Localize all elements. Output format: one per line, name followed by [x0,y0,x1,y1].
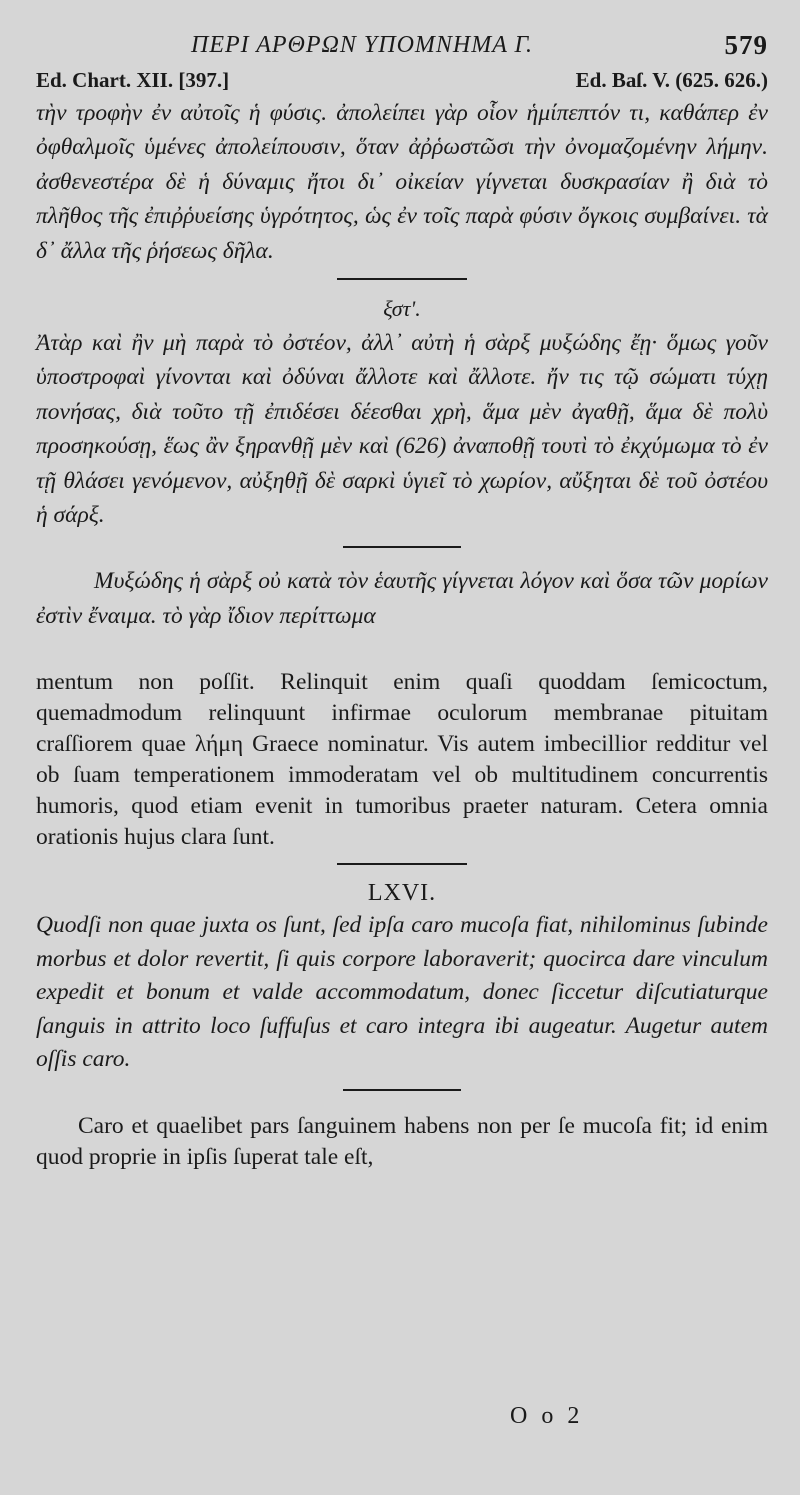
section-divider [343,1089,461,1091]
greek-section-number: ξστ'. [383,296,421,322]
edition-reference-left: Ed. Chart. XII. [397.] [36,68,230,92]
greek-paragraph-2: Ἀτὰρ καὶ ἢν μὴ παρὰ τὸ ὀστέον, ἀλλ᾽ αὐτὴ ἡ σὰρξ μυξώδης ἔῃ· ὅμως γοῦν ὑποστροφαὶ γίνονται καὶ ὀδύναι ἄλλοτε καὶ ἄλλοτε. ἤν τις τῷ σώματι τύχῃ πονήσας, διὰ τοῦτο τῇ ἐπιδέσει δέεσθαι χρὴ, ἅμα μὲν ἀγαθῇ, ἅμα δὲ πολὺ προσηκούσῃ, ἕως ἂν ξηρανθῇ μὲν καὶ (626) ἀναποθῇ τουτὶ τὸ ἐκχύμωμα τὸ ἐν τῇ θλάσει γενόμενον, αὐξηθῇ δὲ σαρκὶ ὑγιεῖ τὸ χωρίον, αὔξηται δὲ τοῦ ὀστέου ἡ σάρξ. [36,330,768,529]
greek-paragraph-1: τὴν τροφὴν ἐν αὐτοῖς ἡ φύσις. ἀπολείπει γὰρ οἷον ἡμίπεπτόν τι, καθάπερ ἐν ὀφθαλμοῖς ὑμένες ἀπολείπουσιν, ὅταν ἀῤῥωστῶσι τὴν ὀνομαζομένην λήμην. ἀσθενεστέρα δὲ ἡ δύναμις ἤτοι δι᾽ οἰκείαν γίγνεται δυσκρασίαν ἢ διὰ τὸ πλῆθος τῆς ἐπιῤῥυείσης ὑγρότητος, ὡς ἐν τοῖς παρὰ φύσιν ὄγκοις συμβαίνει. τὰ δ᾽ ἄλλα τῆς ῥήσεως δῆλα. [36,100,768,264]
latin-italic-paragraph: Quodſi non quae juxta os ſunt, ſed ipſa caro mucoſa fiat, nihilominus ſubinde morbus et dolor revertit, ſi quis corpore laboraverit; quocirca dare vinculum expedit et bonum et valde accommodatum, donec ſiccetur diſcutiaturque ſanguis in attrito loco ſuffuſus et caro integra ibi augeatur. Augetur autem oſſis caro. [36,912,768,1073]
edition-reference-right: Ed. Baſ. V. (625. 626.) [575,68,768,92]
running-title: ΠΕΡΙ ΑΡΘΡΩΝ ΥΠΟΜΝΗΜΑ Γ. [191,32,534,58]
edition-reference-line [36,68,768,96]
running-head [36,28,768,68]
latin-paragraph-2: Caro et quaelibet pars ſanguinem habens non per ſe mucoſa fit; id enim quod proprie in ipſis ſuperat tale eſt, [36,1112,768,1170]
section-divider [343,546,461,548]
latin-paragraph-1: mentum non poſſit. Relinquit enim quaſi quoddam ſemicoctum, quemadmodum relinquunt infirmae oculorum membranae pituitam craſſiorem quae λήμη Graece nominatur. Vis autem imbecillior redditur vel ob ſuam temperationem immoderatam vel ob multitudinem concurrentis humoris, quod etiam evenit in tumoribus praeter naturam. Cetera omnia orationis hujus clara ſunt. [36,669,768,851]
section-divider [337,863,467,865]
greek-paragraph-3: Μυξώδης ἡ σὰρξ οὐ κατὰ τὸν ἑαυτῆς γίγνεται λόγον καὶ ὅσα τῶν μορίων ἐστὶν ἔναιμα. τὸ γὰρ ἴδιον περίττωμα [36,568,768,629]
section-divider [337,278,467,280]
signature-mark: O o 2 [510,1403,584,1429]
latin-section-number: LXVI. [367,880,437,907]
page-number: 579 [724,30,768,60]
book-page [36,28,768,1173]
